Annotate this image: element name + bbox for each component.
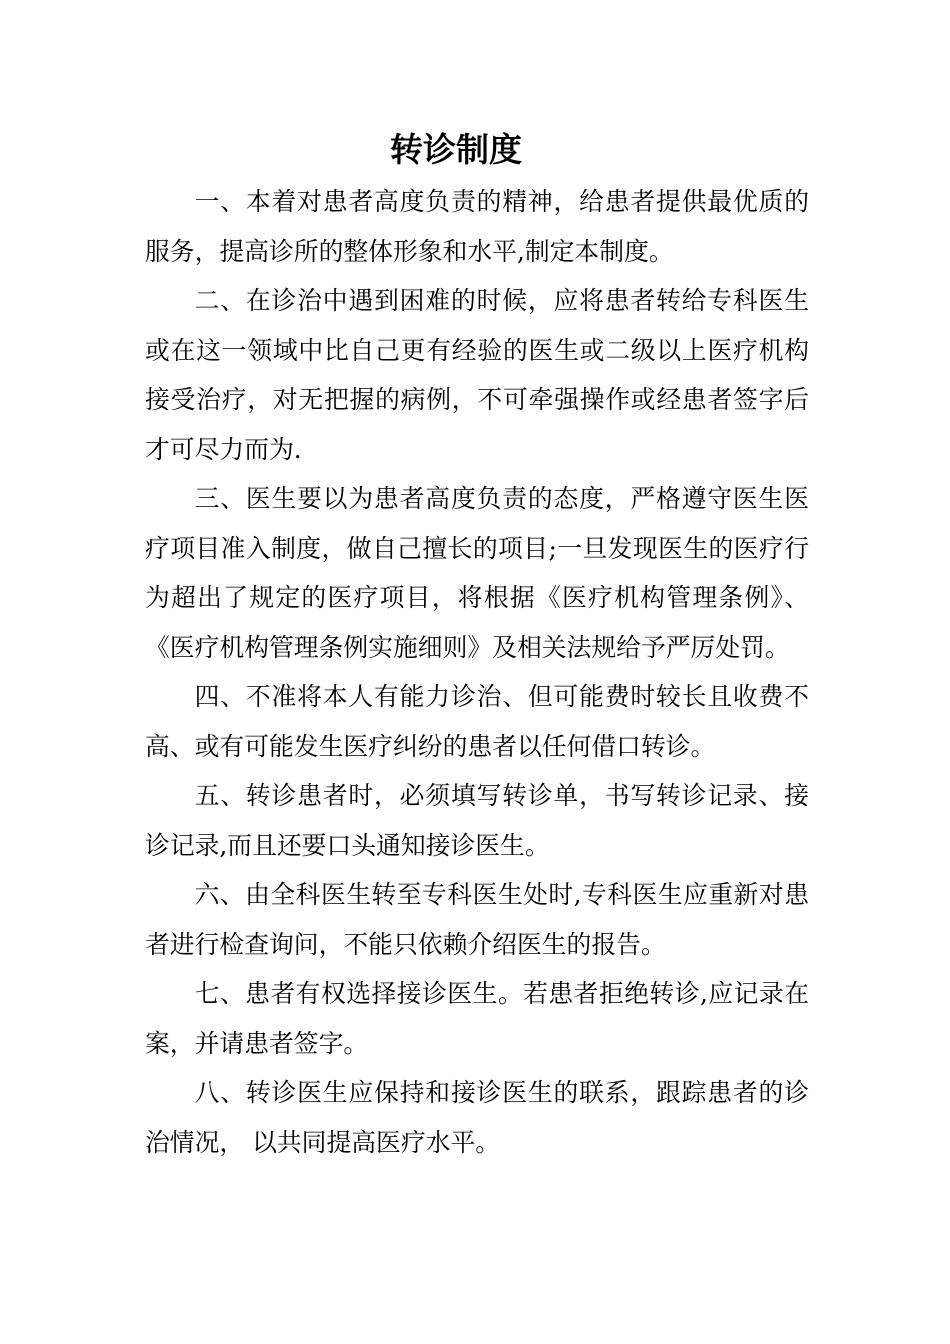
paragraph-7: 七、患者有权选择接诊医生。若患者拒绝转诊,应记录在案，并请患者签字。 — [145, 979, 809, 1058]
document-body — [145, 177, 809, 1167]
paragraph-3: 三、医生要以为患者高度负责的态度，严格遵守医生医疗项目准入制度，做自己擅长的项目;一旦发现医生的医疗行为超出了规定的医疗项目，将根据《医疗机构管理条例》、《医疗机构管理条例实施细则》及相关法规给予严厉处罚。 — [145, 484, 809, 662]
paragraph-8: 八、转诊医生应保持和接诊医生的联系，跟踪患者的诊治情况， 以共同提高医疗水平。 — [145, 1078, 809, 1157]
paragraph-4: 四、不准将本人有能力诊治、但可能费时较长且收费不高、或有可能发生医疗纠纷的患者以任何借口转诊。 — [145, 682, 809, 761]
paragraph-6: 六、由全科医生转至专科医生处时,专科医生应重新对患者进行检查询问，不能只依赖介绍医生的报告。 — [145, 880, 809, 959]
paragraph-1: 一、本着对患者高度负责的精神，给患者提供最优质的服务，提高诊所的整体形象和水平,制定本制度。 — [145, 187, 809, 266]
paragraph-5: 五、转诊患者时，必须填写转诊单，书写转诊记录、接诊记录,而且还要口头通知接诊医生。 — [145, 781, 809, 860]
document-title: 转诊制度 — [390, 130, 522, 169]
paragraph-2: 二、在诊治中遇到困难的时候，应将患者转给专科医生或在这一领域中比自己更有经验的医生或二级以上医疗机构接受治疗，对无把握的病例，不可牵强操作或经患者签字后才可尽力而为. — [145, 286, 809, 464]
